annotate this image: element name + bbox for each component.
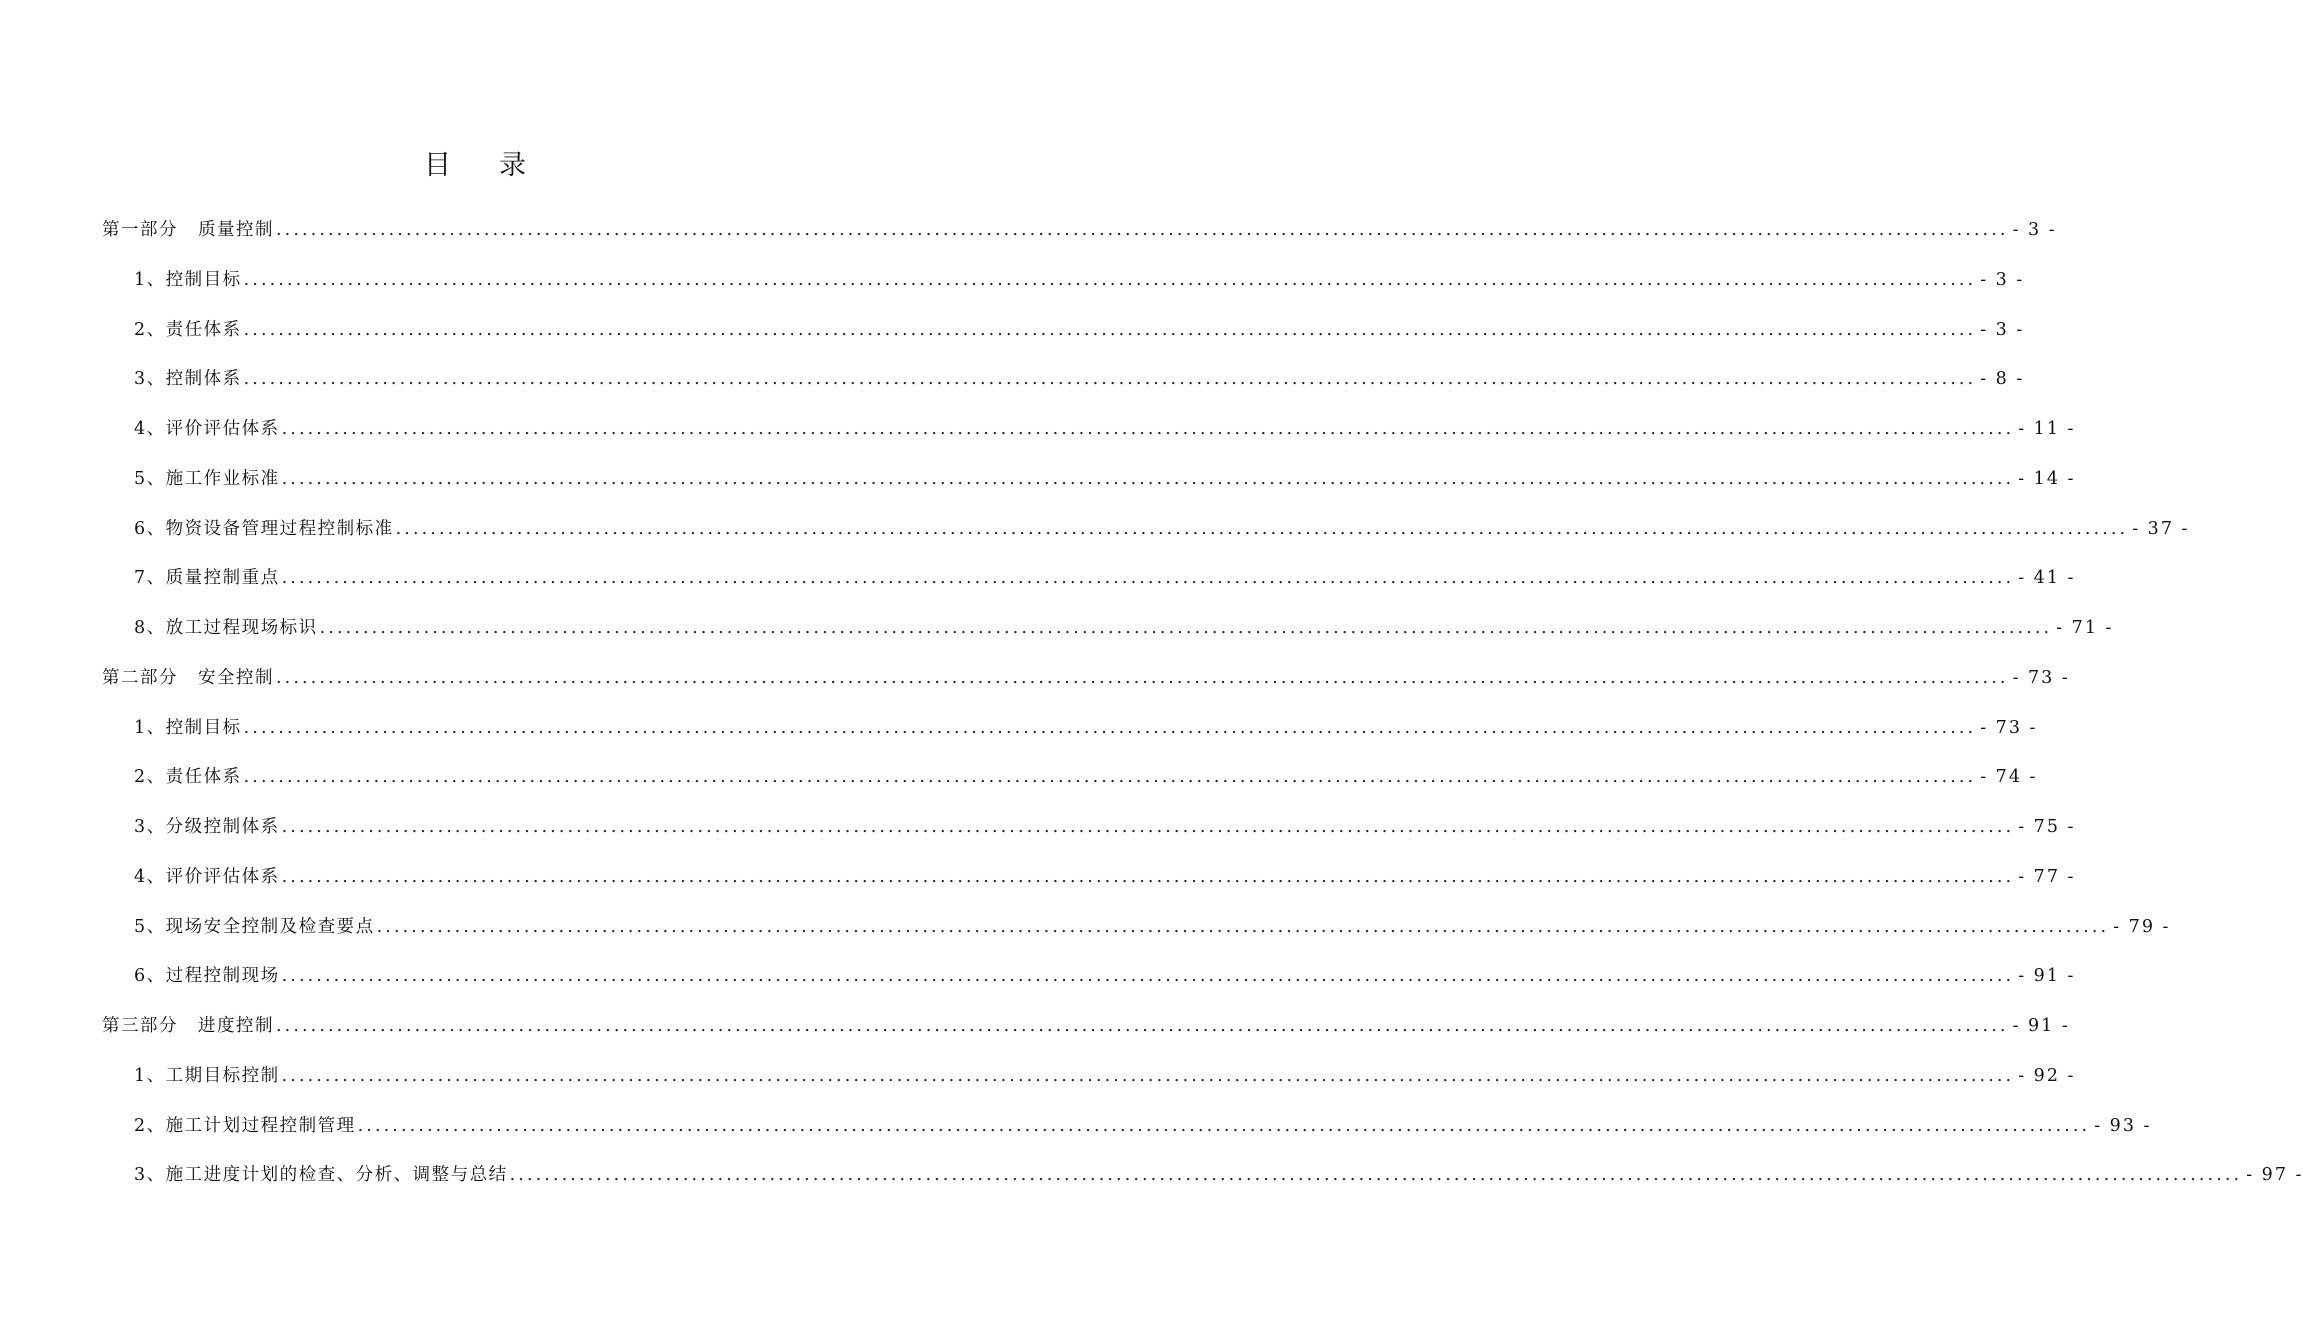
- toc-page-number: - 11 -: [2018, 419, 2076, 439]
- toc-section-entry[interactable]: [102, 217, 2057, 267]
- toc-entry-text: [134, 516, 394, 542]
- toc-leader-dots: ........................................................................................................................................................................................................: [243, 269, 1977, 290]
- toc-leader-dots: ........................................................................................................................................................................................................: [243, 767, 1977, 788]
- toc-entry-text: [134, 1162, 508, 1188]
- toc-subentry[interactable]: [102, 715, 2038, 765]
- toc-subentry[interactable]: [102, 963, 2076, 1013]
- toc-entry-text: [134, 1113, 356, 1139]
- toc-entry-label: 4、: [134, 866, 166, 887]
- toc-subentry[interactable]: [102, 1113, 2152, 1163]
- toc-entry-title: 责任体系: [165, 319, 242, 340]
- toc-entry-text: [134, 615, 318, 641]
- toc-entry-label: 3、: [134, 1165, 166, 1186]
- toc-subentry[interactable]: [102, 814, 2076, 864]
- toc-leader-dots: ........................................................................................................................................................................................................: [243, 319, 1977, 340]
- toc-entry-label: 2、: [134, 1115, 166, 1136]
- toc-entry-label: 第一部分: [102, 220, 178, 240]
- toc-entry-label: 8、: [134, 618, 166, 638]
- toc-entry-label: 5、: [134, 916, 166, 937]
- toc-entry-text: [134, 416, 280, 442]
- toc-leader-dots: ........................................................................................................................................................................................................: [357, 1115, 2091, 1136]
- toc-page-number: - 3 -: [1980, 319, 2025, 340]
- toc-subentry[interactable]: [102, 317, 2025, 367]
- toc-entry-title: 控制目标: [165, 269, 242, 290]
- toc-page-number: - 92 -: [2018, 1065, 2076, 1086]
- toc-entry-title: 施工作业标准: [165, 468, 280, 489]
- toc-leader-dots: ........................................................................................................................................................................................................: [281, 419, 2015, 439]
- toc-page-number: - 73 -: [2012, 667, 2070, 688]
- toc-page-number: - 73 -: [1980, 717, 2038, 738]
- title-char-2: 录: [499, 150, 526, 181]
- toc-page-number: - 3 -: [2012, 220, 2057, 240]
- toc-entry-text: [134, 1063, 280, 1089]
- toc-page-number: - 71 -: [2056, 618, 2114, 638]
- toc-page-number: - 77 -: [2018, 866, 2076, 887]
- toc-leader-dots: ........................................................................................................................................................................................................: [281, 468, 2015, 489]
- toc-page-number: - 41 -: [2018, 568, 2076, 589]
- toc-page-number: - 8 -: [1980, 369, 2025, 390]
- toc-entry-text: [134, 764, 242, 790]
- title-char-1: 目: [424, 150, 451, 181]
- toc-page-number: - 3 -: [1980, 269, 2025, 290]
- page-title: [0, 146, 950, 186]
- toc-subentry[interactable]: [102, 914, 2171, 964]
- toc-subentry[interactable]: [102, 1063, 2076, 1113]
- toc-leader-dots: ........................................................................................................................................................................................................: [281, 1065, 2015, 1086]
- toc-entry-text: [134, 565, 280, 591]
- toc-leader-dots: ........................................................................................................................................................................................................: [276, 220, 2009, 240]
- toc-entry-title: 质量控制: [198, 220, 274, 240]
- toc-entry-text: [134, 814, 280, 840]
- toc-entry-label: 3、: [134, 817, 166, 837]
- toc-leader-dots: ........................................................................................................................................................................................................: [281, 966, 2015, 987]
- toc-entry-label: 第三部分: [102, 1016, 178, 1036]
- toc-leader-dots: ........................................................................................................................................................................................................: [281, 817, 2015, 837]
- toc-entry-title: 控制体系: [165, 369, 242, 390]
- toc-entry-label: 第二部分: [102, 667, 178, 688]
- toc-entry-label: 1、: [134, 1065, 166, 1086]
- toc-entry-text: [102, 1013, 274, 1039]
- toc-page-number: - 93 -: [2094, 1115, 2152, 1136]
- toc-entry-title: 分级控制体系: [165, 817, 280, 837]
- toc-entry-text: [102, 665, 274, 691]
- toc-entry-title: 评价评估体系: [165, 866, 280, 887]
- toc-leader-dots: ........................................................................................................................................................................................................: [281, 568, 2015, 589]
- toc-entry-title: 评价评估体系: [165, 419, 280, 439]
- toc-page-number: - 97 -: [2246, 1165, 2303, 1186]
- toc-section-entry[interactable]: [102, 1013, 2070, 1063]
- toc-page-number: - 91 -: [2012, 1016, 2070, 1036]
- toc-subentry[interactable]: [102, 366, 2025, 416]
- toc-entry-text: [134, 366, 242, 392]
- toc-entry-label: 2、: [134, 767, 166, 788]
- toc-subentry[interactable]: [102, 1162, 2303, 1212]
- toc-subentry[interactable]: [102, 267, 2025, 317]
- toc-leader-dots: ........................................................................................................................................................................................................: [319, 618, 2053, 638]
- toc-section-entry[interactable]: [102, 665, 2070, 715]
- toc-leader-dots: ........................................................................................................................................................................................................: [276, 1016, 2009, 1036]
- toc-leader-dots: ........................................................................................................................................................................................................: [276, 667, 2009, 688]
- toc-entry-label: 1、: [134, 269, 166, 290]
- toc-subentry[interactable]: [102, 416, 2076, 466]
- toc-entry-label: 6、: [134, 966, 166, 987]
- toc-page-number: - 74 -: [1980, 767, 2038, 788]
- toc-leader-dots: ........................................................................................................................................................................................................: [509, 1165, 2243, 1186]
- toc-entry-text: [134, 267, 242, 293]
- toc-entry-label: 5、: [134, 468, 166, 489]
- toc-page-number: - 75 -: [2018, 817, 2076, 837]
- toc-entry-label: 1、: [134, 717, 166, 738]
- toc-leader-dots: ........................................................................................................................................................................................................: [243, 369, 1977, 390]
- toc-entry-label: 2、: [134, 319, 166, 340]
- toc-leader-dots: ........................................................................................................................................................................................................: [243, 717, 1977, 738]
- toc-subentry[interactable]: [102, 764, 2038, 814]
- toc-leader-dots: ........................................................................................................................................................................................................: [395, 518, 2129, 539]
- toc-entry-title: 控制目标: [165, 717, 242, 738]
- toc-entry-text: [134, 715, 242, 741]
- toc-leader-dots: ........................................................................................................................................................................................................: [281, 866, 2015, 887]
- toc-entry-title: 责任体系: [165, 767, 242, 788]
- toc-entry-title: 放工过程现场标识: [165, 618, 318, 638]
- toc-entry-title: 施工计划过程控制管理: [165, 1115, 356, 1136]
- table-of-contents: [102, 217, 2303, 1212]
- toc-subentry[interactable]: [102, 615, 2114, 665]
- toc-page-number: - 79 -: [2113, 916, 2171, 937]
- toc-entry-label: 4、: [134, 419, 166, 439]
- toc-subentry[interactable]: [102, 565, 2076, 615]
- toc-entry-text: [102, 217, 274, 243]
- toc-entry-title: 工期目标控制: [165, 1065, 280, 1086]
- toc-entry-text: [134, 914, 375, 940]
- toc-page-number: - 91 -: [2018, 966, 2076, 987]
- toc-entry-title: 现场安全控制及检查要点: [165, 916, 375, 937]
- toc-entry-label: 7、: [134, 568, 166, 589]
- toc-entry-text: [134, 317, 242, 343]
- toc-subentry[interactable]: [102, 516, 2190, 566]
- toc-leader-dots: ........................................................................................................................................................................................................: [376, 916, 2110, 937]
- toc-entry-label: 6、: [134, 518, 166, 539]
- toc-entry-title: 过程控制现场: [165, 966, 280, 987]
- toc-subentry[interactable]: [102, 864, 2076, 914]
- toc-subentry[interactable]: [102, 466, 2076, 516]
- toc-entry-text: [134, 864, 280, 890]
- toc-entry-text: [134, 466, 280, 492]
- toc-entry-title: 物资设备管理过程控制标准: [165, 518, 394, 539]
- toc-page-number: - 37 -: [2132, 518, 2190, 539]
- toc-entry-label: 3、: [134, 369, 166, 390]
- toc-entry-title: 安全控制: [198, 667, 274, 688]
- toc-entry-title: 质量控制重点: [165, 568, 280, 589]
- toc-entry-title: 施工进度计划的检查、分析、调整与总结: [165, 1165, 508, 1186]
- toc-page-number: - 14 -: [2018, 468, 2076, 489]
- toc-entry-text: [134, 963, 280, 989]
- toc-entry-title: 进度控制: [198, 1016, 274, 1036]
